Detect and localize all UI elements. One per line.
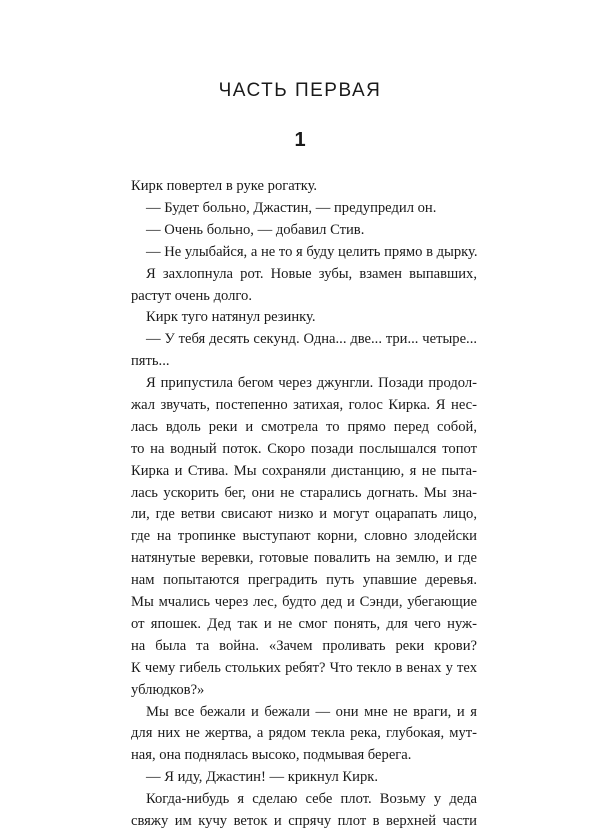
text-line: Я захлопнула рот. Новые зубы, взамен выпавших, <box>146 265 477 282</box>
text-line: Мы мчались через лес, будто дед и Сэнди, убегающие <box>131 594 477 611</box>
text-line: на была та война. «Зачем проливать реки крови? <box>131 637 477 654</box>
text-line: — Очень больно, — добавил Стив. <box>146 221 365 238</box>
text-line: от япошек. Дед так и не смог понять, для чего нуж- <box>131 615 477 632</box>
text-line: лась вдоль реки и смотрела то прямо перед собой, <box>131 418 477 435</box>
text-line: ная, она поднялась высоко, подмывая берега. <box>131 747 412 764</box>
text-line: лась ускорить бег, они не старались догнать. Мы зна- <box>131 484 477 501</box>
part-title: ЧАСТЬ ПЕРВАЯ <box>218 80 382 101</box>
text-line: К чему гибель стольких ребят? Что текло в венах у тех <box>131 659 477 676</box>
text-line: нам попытаются преградить путь упавшие деревья. <box>131 572 477 589</box>
text-line: пять... <box>131 353 170 370</box>
text-line: Мы все бежали и бежали — они мне не враги, и я <box>146 703 477 720</box>
text-line: жал звучать, постепенно затихая, голос Кирка. Я нес- <box>131 397 477 414</box>
text-line: Я припустила бегом через джунгли. Позади продол- <box>146 375 477 392</box>
text-line: натянутые веревки, готовые повалить на землю, и где <box>131 550 477 567</box>
text-line: ублюдков?» <box>131 681 205 698</box>
text-line: Кирк туго натянул резинку. <box>146 309 316 326</box>
text-line: Кирк повертел в руке рогатку. <box>131 178 318 194</box>
text-line: — Будет больно, Джастин, — предупредил он. <box>146 199 437 216</box>
text-line: — Я иду, Джастин! — крикнул Кирк. <box>146 769 378 786</box>
text-line: где на тропинке выступают корни, словно злодейски <box>131 528 477 545</box>
text-line: свяжу им кучу веток и спрячу плот в верхней части <box>131 812 477 829</box>
text-line: для них не жертва, а рядом текла река, глубокая, мут- <box>131 725 477 742</box>
text-line: то на водный поток. Скоро позади послышался топот <box>131 440 477 457</box>
text-line: растут очень долго. <box>131 287 252 304</box>
chapter-body-text <box>131 176 477 833</box>
text-line: — Не улыбайся, а не то я буду целить прямо в дырку. <box>146 243 478 260</box>
chapter-number: 1 <box>294 129 306 151</box>
text-line: Кирка и Стива. Мы сохраняли дистанцию, я не пыта- <box>131 462 477 479</box>
text-line: ли, где ветви свисают низко и могут оцарапать лицо, <box>131 506 477 523</box>
text-line: Когда-нибудь я сделаю себе плот. Возьму у деда <box>146 791 477 808</box>
text-line: — У тебя десять секунд. Одна... две... три... четыре... <box>146 331 477 348</box>
